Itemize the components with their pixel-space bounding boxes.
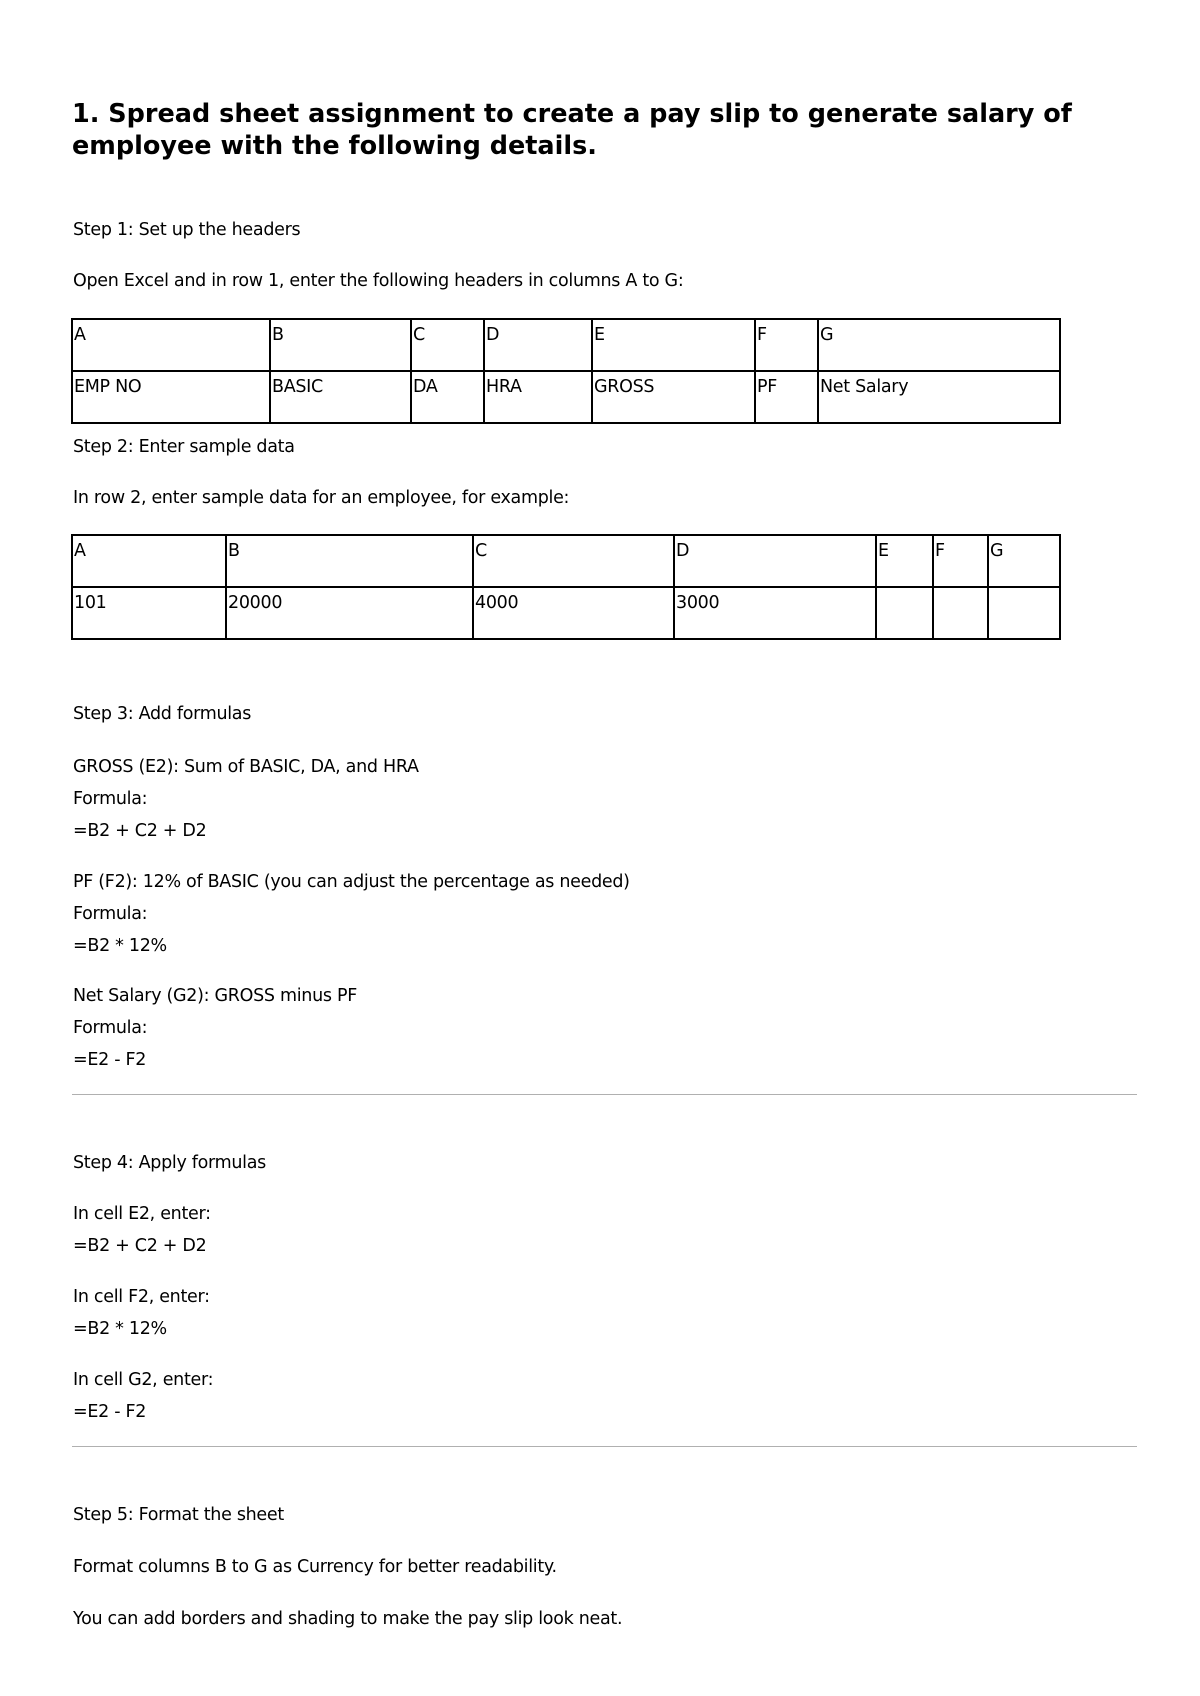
pf-description: PF (F2): 12% of BASIC (you can adjust the percentage as needed) xyxy=(73,872,630,892)
table-cell: E xyxy=(592,319,755,371)
g2-formula: =E2 - F2 xyxy=(73,1402,147,1422)
page-title: 1. Spread sheet assignment to create a pay slip to generate salary of employee with the following details. xyxy=(72,99,1072,161)
table-row xyxy=(72,535,1060,587)
step5-line2: You can add borders and shading to make the pay slip look neat. xyxy=(73,1609,623,1629)
table-cell xyxy=(933,587,988,639)
f2-formula: =B2 * 12% xyxy=(73,1319,167,1339)
table-cell: A xyxy=(72,535,226,587)
e2-label: In cell E2, enter: xyxy=(73,1204,211,1224)
pf-formula: =B2 * 12% xyxy=(73,936,167,956)
table-cell: B xyxy=(226,535,473,587)
table-cell: 20000 xyxy=(226,587,473,639)
g2-label: In cell G2, enter: xyxy=(73,1370,214,1390)
table-cell: Net Salary xyxy=(818,371,1060,423)
table-cell: G xyxy=(818,319,1060,371)
e2-formula: =B2 + C2 + D2 xyxy=(73,1236,207,1256)
table-cell: C xyxy=(473,535,674,587)
step1-instruction: Open Excel and in row 1, enter the following headers in columns A to G: xyxy=(73,271,684,291)
table-cell: DA xyxy=(411,371,484,423)
step5-heading: Step 5: Format the sheet xyxy=(73,1505,284,1525)
divider xyxy=(72,1094,1137,1095)
step3-heading: Step 3: Add formulas xyxy=(73,704,252,724)
table-cell: HRA xyxy=(484,371,592,423)
sample-data-table xyxy=(71,534,1061,640)
step2-instruction: In row 2, enter sample data for an employee, for example: xyxy=(73,488,570,508)
net-formula-label: Formula: xyxy=(73,1018,148,1038)
table-cell: 101 xyxy=(72,587,226,639)
table-cell: C xyxy=(411,319,484,371)
table-cell: D xyxy=(484,319,592,371)
table-row xyxy=(72,371,1060,423)
pf-formula-label: Formula: xyxy=(73,904,148,924)
table-cell: D xyxy=(674,535,876,587)
net-description: Net Salary (G2): GROSS minus PF xyxy=(73,986,357,1006)
table-cell: F xyxy=(755,319,818,371)
step5-line1: Format columns B to G as Currency for better readability. xyxy=(73,1557,557,1577)
table-cell: 4000 xyxy=(473,587,674,639)
table-cell: F xyxy=(933,535,988,587)
headers-table xyxy=(71,318,1061,424)
table-cell: BASIC xyxy=(270,371,411,423)
table-cell: 3000 xyxy=(674,587,876,639)
table-row xyxy=(72,587,1060,639)
f2-label: In cell F2, enter: xyxy=(73,1287,210,1307)
net-formula: =E2 - F2 xyxy=(73,1050,147,1070)
table-cell: E xyxy=(876,535,933,587)
gross-description: GROSS (E2): Sum of BASIC, DA, and HRA xyxy=(73,757,419,777)
table-cell: B xyxy=(270,319,411,371)
divider xyxy=(72,1446,1137,1447)
table-cell xyxy=(876,587,933,639)
table-cell: PF xyxy=(755,371,818,423)
step2-heading: Step 2: Enter sample data xyxy=(73,437,295,457)
step4-heading: Step 4: Apply formulas xyxy=(73,1153,266,1173)
step1-heading: Step 1: Set up the headers xyxy=(73,220,301,240)
table-row xyxy=(72,319,1060,371)
table-cell: A xyxy=(72,319,270,371)
table-cell: G xyxy=(988,535,1060,587)
gross-formula-label: Formula: xyxy=(73,789,148,809)
table-cell: EMP NO xyxy=(72,371,270,423)
table-cell: GROSS xyxy=(592,371,755,423)
gross-formula: =B2 + C2 + D2 xyxy=(73,821,207,841)
table-cell xyxy=(988,587,1060,639)
